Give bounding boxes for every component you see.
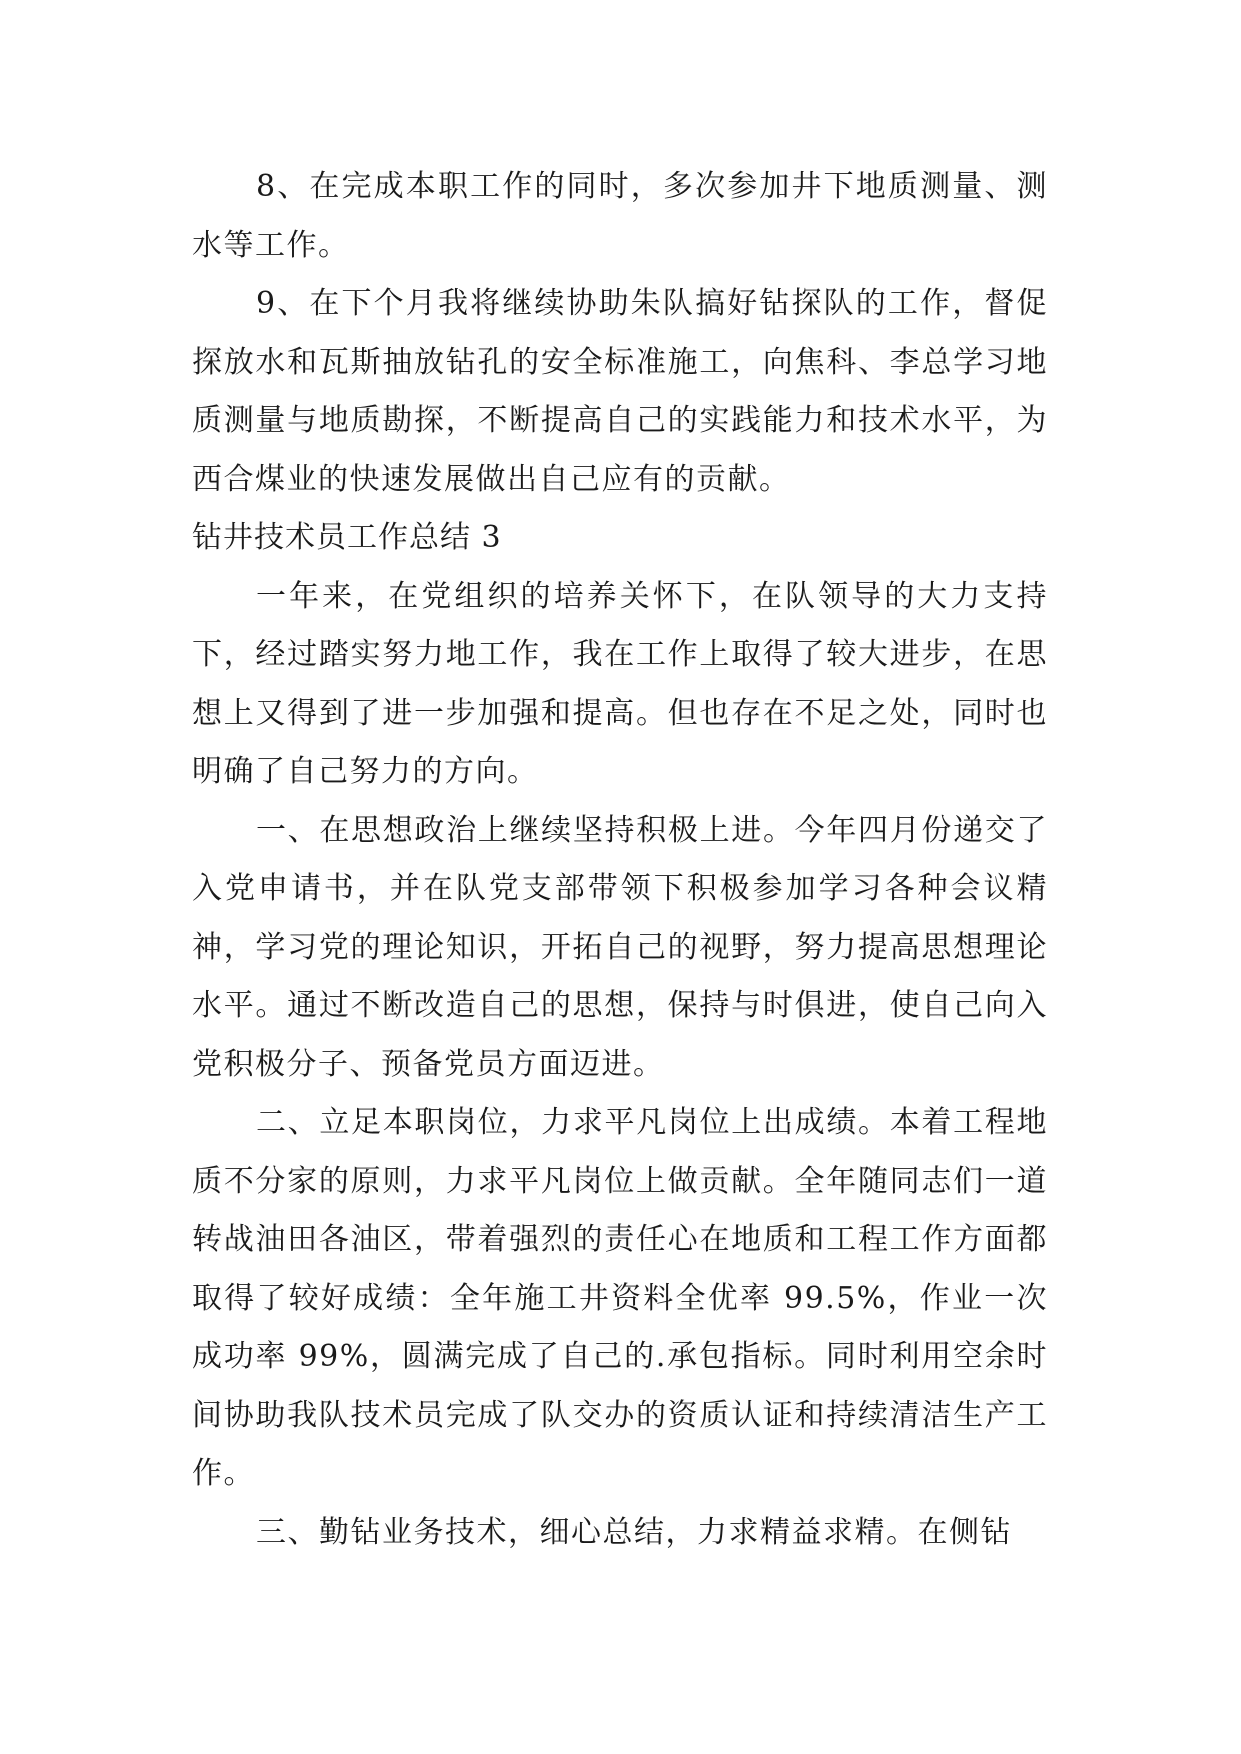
paragraph-section-1: 一、在思想政治上继续坚持积极上进。今年四月份递交了入党申请书，并在队党支部带领下积极参加学习各种会议精神，学习党的理论知识，开拓自己的视野，努力提高思想理论水平。通过不断改造自己的思想，保持与时俱进，使自己向入党积极分子、预备党员方面迈进。	[192, 812, 1048, 1082]
section-heading: 钻井技术员工作总结 3	[192, 520, 502, 555]
paragraph-item-9: 9、在下个月我将继续协助朱队搞好钻探队的工作，督促探放水和瓦斯抽放钻孔的安全标准施工，向焦科、李总学习地质测量与地质勘探，不断提高自己的实践能力和技术水平，为西合煤业的快速发展做出自己应有的贡献。	[192, 286, 1048, 497]
paragraph-item-8: 8、在完成本职工作的同时，多次参加井下地质测量、测水等工作。	[192, 169, 1048, 263]
paragraph-section-3: 三、勤钻业务技术，细心总结，力求精益求精。在侧钻	[256, 1514, 1012, 1550]
paragraph-section-2: 二、立足本职岗位，力求平凡岗位上出成绩。本着工程地质不分家的原则，力求平凡岗位上做贡献。全年随同志们一道转战油田各油区，带着强烈的责任心在地质和工程工作方面都取得了较好成绩：全年施工井资料全优率 99.5%，作业一次成功率 99%，圆满完成了自己的.承包指标。同时利用空余时间协助我队技术员完成了队交办的资质认证和持续清洁生产工作。	[192, 1105, 1048, 1491]
paragraph-intro: 一年来，在党组织的培养关怀下，在队领导的大力支持下，经过踏实努力地工作，我在工作上取得了较大进步，在思想上又得到了进一步加强和提高。但也存在不足之处，同时也明确了自己努力的方向。	[192, 578, 1048, 789]
document-content	[192, 158, 1048, 1562]
